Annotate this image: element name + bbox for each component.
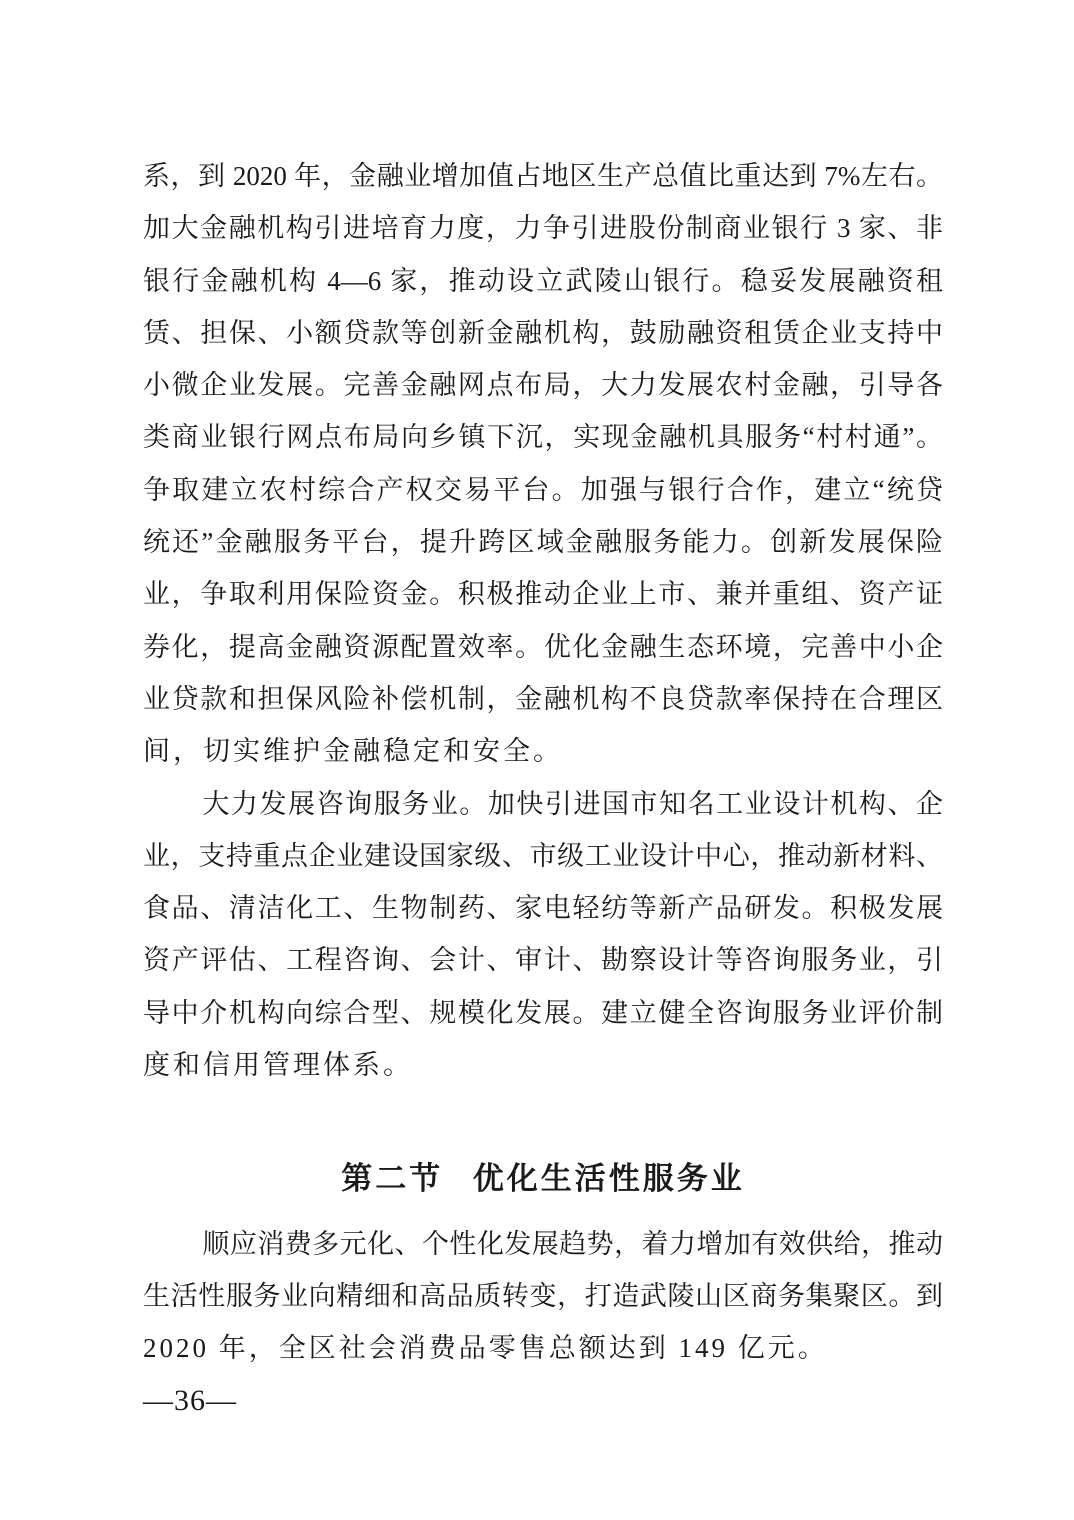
text-line: 小微企业发展。完善金融网点布局，大力发展农村金融，引导各 xyxy=(143,370,943,401)
section-heading xyxy=(143,1153,943,1205)
paragraph-consulting-services xyxy=(143,778,943,1092)
text-line: 2020 年，全区社会消费品零售总额达到 149 亿元。 xyxy=(143,1333,828,1364)
text-line: 间，切实维护金融稳定和安全。 xyxy=(143,736,563,767)
text-line: 大力发展咨询服务业。加快引进国市知名工业设计机构、企 xyxy=(202,788,943,819)
text-line: 加大金融机构引进培育力度，力争引进股份制商业银行 3 家、非 xyxy=(143,213,943,244)
text-line: 业，支持重点企业建设国家级、市级工业设计中心，推动新材料、 xyxy=(143,840,943,871)
section-number: 第二节 xyxy=(341,1161,444,1197)
text-line: 券化，提高金融资源配置效率。优化金融生态环境，完善中小企 xyxy=(143,631,943,662)
text-line: 度和信用管理体系。 xyxy=(143,1050,413,1081)
text-line: 食品、清洁化工、生物制药、家电轻纺等新产品研发。积极发展 xyxy=(143,893,943,924)
paragraph-life-services xyxy=(143,1218,943,1375)
text-line: 赁、担保、小额贷款等创新金融机构，鼓励融资租赁企业支持中 xyxy=(143,317,943,348)
text-line: 顺应消费多元化、个性化发展趋势，着力增加有效供给，推动 xyxy=(202,1228,943,1259)
text-line: 业贷款和担保风险补偿机制，金融机构不良贷款率保持在合理区 xyxy=(143,683,943,714)
paragraph-financial-services xyxy=(143,150,943,778)
text-line: 导中介机构向综合型、规模化发展。建立健全咨询服务业评价制 xyxy=(143,997,943,1028)
text-line: 生活性服务业向精细和高品质转变，打造武陵山区商务集聚区。到 xyxy=(143,1280,943,1311)
text-line: 银行金融机构 4—6 家，推动设立武陵山银行。稳妥发展融资租 xyxy=(143,265,943,296)
text-line: 统还”金融服务平台，提升跨区域金融服务能力。创新发展保险 xyxy=(143,527,943,558)
text-line: 业，争取利用保险资金。积极推动企业上市、兼并重组、资产证 xyxy=(143,579,943,610)
text-line: 系，到 2020 年，金融业增加值占地区生产总值比重达到 7%左右。 xyxy=(143,161,943,191)
text-line: 类商业银行网点布局向乡镇下沉，实现金融机具服务“村村通”。 xyxy=(143,422,943,453)
text-line: 争取建立农村综合产权交易平台。加强与银行合作，建立“统贷 xyxy=(143,474,943,505)
text-line: 资产评估、工程咨询、会计、审计、勘察设计等咨询服务业，引 xyxy=(143,945,943,976)
section-title: 优化生活性服务业 xyxy=(472,1161,745,1197)
page-number: —36— xyxy=(143,1383,237,1417)
